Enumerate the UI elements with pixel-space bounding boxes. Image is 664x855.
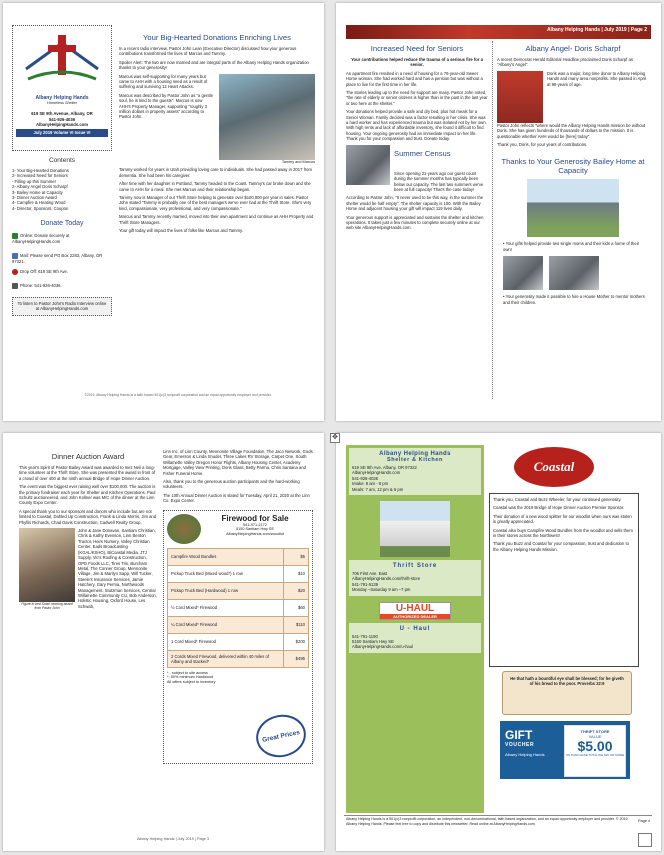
issue: July 2019 Volume VI Issue VI — [16, 129, 108, 136]
table-row — [168, 548, 309, 565]
voucher-value-label: VALUE — [588, 734, 602, 739]
page4-footer: Albany Helping Hands is a 501(c)3 nonprofit corporation, an independent, non-denominational, faith based organization, and an equal opportunity employer and provider. © 2019 Albany Helping Hands. Please feel free to copy and distribute this newsletter. Read online at AlbanyHelpingHands.com — [346, 817, 628, 826]
doris-paragraph: A recent Democrat Herald Editorial Headline proclaimed Doris Scharpf as "Albany's Angel". — [497, 57, 633, 68]
bailey-bullet: • Your gifts helped provide two single moms and their kids a home of their own! — [503, 241, 640, 252]
photo-caption: Tammy and Marcus — [281, 159, 315, 164]
price-cell: $20 — [284, 582, 309, 599]
right-column — [497, 41, 649, 308]
item-cell: ½ Cord Mixed* Firewood — [168, 599, 284, 616]
firewood-note: *- 50% minimum Hardwood — [167, 675, 214, 680]
sponsors-continued: Linn Inc. of Linn County, Mennonite Village Foundation, The Jaco Network, Gods Gear, Emerson & Linda Snuder, Three Lakes RV Storage, Carpet One, South Willamette Valley Oregon Honor Flights, Albany Housing Center, Academy Mortgage, Valley View Printing, Doris Glass, Betty Parma, Chris Santana and Fisher Funeral Home. — [163, 449, 313, 476]
column-divider — [492, 41, 493, 399]
thrift-name: Thrift Store — [392, 563, 438, 570]
article-paragraph: In a recent radio interview, Pastor John Lean (Executive Director) discussed how your generous contributions transformed the lives of Marcus and Tammy. — [119, 46, 297, 57]
great-prices-badge — [252, 710, 310, 761]
auction-title: Dinner Auction Award — [51, 452, 125, 461]
coastal-logo — [514, 447, 594, 487]
voucher-label: VOUCHER — [505, 742, 535, 748]
shelter-web[interactable]: AlbanyHelpingHands.com — [352, 470, 401, 476]
seniors-lead: Your contributions helped reduce the trauma of a serious fire for a senior. — [351, 57, 483, 68]
firewood-ad — [163, 510, 313, 764]
footer-rule — [344, 815, 652, 816]
article-paragraph: Tammy now is Manager of our Thrift Store helping to generate over $100,000 per year in sales. Pastor John stated "Tammy is probably one of the best managers we've ever had at the Thrift Store. She's very kind, compassionate, very professional, and very compassionate." — [119, 195, 312, 211]
doris-paragraph: Doris was a major, long time donor to Albany Helping Hands and many area nonprofits. She passed in April at 98-years of age. — [547, 70, 646, 87]
shelter-intake: Intake: 8 am - 8 pm — [352, 481, 389, 487]
uhaul-name: U - Haul — [399, 625, 431, 632]
thrift-hours: Monday –Saturday 9 am –7 pm — [352, 587, 411, 593]
woodlot-logo-icon — [167, 514, 201, 544]
article-paragraph: Your gift today will impact the lives of folks like Marcus and Tammy. — [119, 228, 243, 234]
logo-box — [12, 25, 112, 151]
page2-header-text: Albany Helping Hands | July 2019 | Page 2 — [546, 27, 647, 33]
thrift-address: 705 First Ave. East — [352, 571, 388, 577]
table-row — [168, 565, 309, 582]
donate-dropoff: Drop Off: 619 SE 9th Ave. — [20, 269, 69, 275]
item-cell: Pickup Truck Bed (Hardwood) 1 row — [168, 582, 284, 599]
firewood-address: 5150 Santiam Hwy SE — [236, 527, 274, 532]
donate-title: Donate Today — [40, 220, 84, 228]
radio-interview-note[interactable]: To listen to Pastor John's Radio Interview online at AlbanyHelpingHands.com — [12, 297, 112, 316]
price-cell: $495 — [284, 650, 309, 667]
article-paragraph: After time with her daughter in Portland, Tammy headed to the Coast. Tammy's car broke down and she came to AHH for a meal. She met Marcus and their relationship began. — [119, 181, 311, 192]
tammy-marcus-photo — [219, 74, 315, 160]
auction-paragraph: The event was the biggest ever raising well over $100,000. The auction is the primary fundraiser each year for Shelter and Kitchen Operations. Paul Schultz auctioneered, and John Kollner was M/C of the dinner at the Linn County Expo Center. — [19, 484, 156, 506]
firewood-note: * - subject to site access — [167, 670, 208, 675]
proverb-text: He that hath a bountiful eye shall be blessed; for he giveth of his bread to the poor. Proverbs 22:9 — [510, 676, 624, 687]
firewood-price-table — [167, 548, 309, 668]
shelter-meals: Meals: 7 am, 12 pm & 5 pm — [352, 486, 404, 492]
uhaul-phone: 541-791-1190 — [352, 633, 378, 639]
item-cell: 1 Cord Mixed* Firewood — [168, 633, 284, 650]
contents-item: - Filling up this Summer — [12, 178, 56, 184]
interior-photo — [549, 256, 599, 290]
doris-photo — [497, 71, 543, 123]
article-paragraph: Marcus was described by Pastor John as "a gentle soul, he is kind to the guests". Marcus is now AHH's Property Manager, supporting "roughly 3 million dollars in property assets" according to Pastor John. — [119, 92, 213, 120]
shelter-sub: Shelter & Kitchen — [386, 457, 444, 463]
bailey-title: Thanks to Your Generosity Bailey Home at Capacity — [501, 157, 645, 176]
contents-item: 2- Increased Need for Seniors — [12, 173, 68, 179]
donate-phone: Phone: 541-926-4036. — [20, 283, 62, 289]
uhaul-dealer: AUTHORIZED DEALER — [380, 614, 450, 619]
table-row — [168, 633, 309, 650]
contents-item: 3- Bailey Home at Capacity — [12, 189, 63, 195]
price-cell: $200 — [284, 633, 309, 650]
census-paragraph: Your generous support is appreciated and sustains the shelter and kitchen operations. It takes just a few minutes to complete securely online at our web site AlbanyHelpingHands.com. — [346, 214, 484, 231]
doris-paragraph: Pastor John reflects "where would the Albany Helping Hands mission be without Doris. She has given hundreds of thousands of dollars to the mission. It is questionable whether AHH would be [here] today". — [497, 122, 646, 139]
thanks-paragraph: Thank you, Coastal and Buzz Wheeler, for your continued generosity. — [493, 497, 622, 502]
logo-sub: Homeless Shelter — [47, 101, 77, 106]
bullet-text: Your gifts helped provide two single moms and their kids a home of their own! — [503, 241, 640, 252]
auction-column — [19, 449, 157, 613]
seniors-paragraph: Your donations helped provide a safe and dry bed, plus hot meals for a Senior Woman. Family decided was a factor resulting in her crisis. She was a hard worker and has experienced trauma but was isolated not by her own. With high rents and lack of affordable inventory, she found it difficult to find housing. Your ongoing generosity had an immediate impact on her life. Thank you for your compassion and trust. Donate today. — [346, 109, 487, 142]
thanks-paragraph: Coastal also buys Campfire Wood Bundles from the woodlot and sells them in their stores across the Northwest! — [493, 527, 633, 539]
contents-item: 1- Your Big-Hearted Donations — [12, 168, 69, 173]
address: 619 SE 9th Avenue, Albany, OR — [31, 111, 93, 117]
shelter-phone: 541-926-4036 — [352, 475, 379, 481]
price-cell: $60 — [284, 599, 309, 616]
thrift-phone: 541-791-5139 — [352, 581, 379, 587]
sponsors-list: John & Jane Donavan, Santiam Christian, Chris & Kathy Evenson, Linn Benton Tractor, Heirs Nursery, Valley Christian Center, Eads Broadcasting (KGAL/KSHO), BiCoastal Media, JTJ Supply, Vic's Roofing & Construction, OPD Foods LLC, Tires Tris, Burcham Metal, The Conner Group, Mennonite Village, Jim & Marilyn Sapp, Will Tucker, Steele's Insurance Services, Jamie Hatchery, Gary Perma, Northwoods Management, Stutzman Services, Central Willamette Community CU, Bob Anderson, Holistic Housing, Oxford House, Les Schwab, — [78, 528, 157, 609]
seniors-paragraph: An apartment fire resulted in a need of housing for a 76-year-old Sweet Home woman. She had worked hard and has a pension but was without a place to live for the first time in her life. — [346, 70, 483, 87]
article-paragraph: Marcus was self-supporting for many years but came to AHH with a housing need as a result of suffering and surviving 12 Heart Attacks. — [119, 73, 208, 90]
thanks-paragraph: Coastal was the 2019 Bridge of Hope Dinner Auction Premier Sponsor. — [493, 505, 625, 511]
firewood-phone: 541-971-2172 — [243, 522, 267, 527]
main-article — [119, 25, 315, 370]
uhaul-address: 5150 Santiam Hwy SE — [352, 639, 394, 645]
bailey-bullet: • Your generosity made it possible to hire a House Mother to mentor mothers and their children. — [503, 294, 645, 305]
article-paragraph: Spoiler Alert: The two are now married and are integral parts of the Albany Helping Hands organization thanks to your generosity! — [119, 59, 309, 71]
page-number: Page 4 — [637, 819, 650, 823]
cross-logo-icon — [16, 29, 108, 91]
doris-paragraph: Thank you, Doris, for your years of contributions. — [497, 142, 588, 148]
article-paragraph: Tammy worked for years in Utah providing loving care to individuals. She had passed away in 2017 from dementia. She had been his caregiver. — [119, 167, 312, 178]
contents-item: 2- Albany Angel Doris Scharpf — [12, 184, 68, 190]
interior-photo — [503, 256, 543, 290]
bullet-text: Your generosity made it possible to hire a House Mother to mentor mothers and their children. — [503, 294, 645, 305]
sidebar — [12, 25, 112, 380]
auction-paragraph: This year's Spirit of Pastor Bailey Award was awarded to Inez Neil a long-time volunteer at the Thrift Store. She was presented the award in front of a crowd of over 400 at the ninth annual Bridge of Hope Dinner Auction. — [19, 465, 156, 481]
map-pin-icon — [12, 269, 18, 275]
article-title: Your Big-Hearted Donations Enriching Lives — [143, 33, 291, 42]
census-paragraph: According to Pastor John, "It never used to be this way, in the summer the shelter would be half empty". The shelter capacity is 100. With the Bailey Home and adjacent housing your gift will impact 119 lives daily. — [346, 195, 484, 212]
award-photo — [19, 528, 75, 602]
bailey-home-photo — [527, 179, 619, 237]
uhaul-web[interactable]: AlbanyHelpingHands.com/u-haul — [352, 644, 413, 650]
contents-item: 3- Dinner Auction Award — [12, 195, 57, 201]
donate-online: Online: Donate securely at AlbanyHelpingHands.com — [12, 233, 70, 245]
services-panel — [346, 445, 484, 813]
table-row — [168, 616, 309, 633]
price-cell: $110 — [284, 616, 309, 633]
logo-name: Albany Helping Hands — [35, 95, 89, 101]
phone: 541-926-4036 — [48, 116, 76, 122]
item-cell: Campfire Wood Bundles — [168, 548, 284, 565]
seniors-title: Increased Need for Seniors — [370, 44, 464, 53]
uhaul-logo-text: U-HAUL — [395, 602, 435, 614]
item-cell: Pickup Truck Bed (Mixed wood*) 1 row — [168, 565, 284, 582]
phone-icon — [12, 283, 18, 289]
page-4 — [332, 433, 661, 851]
page-3 — [3, 433, 324, 851]
auction-col2 — [163, 449, 313, 764]
thanks-paragraph: Their donation of a new wood splitter for our woodlot when ours was stolen is greatly appreciated. — [493, 513, 632, 525]
thanks-paragraph: Thank you Buzz and Coastal for your compassion, trust and dedication to the Albany Helping Hands Mission. — [493, 541, 629, 552]
table-row — [168, 650, 309, 667]
coastal-logo-text: Coastal — [533, 459, 575, 474]
table-row — [168, 599, 309, 616]
contents-title: Contents — [48, 157, 76, 164]
resize-handle[interactable] — [638, 833, 652, 847]
census-paragraph: Since opening 21-years ago our guest count during the summer months has typically been below our capacity. The last two summers we've been at full capacity! That's the case today! — [394, 170, 484, 192]
proverb-scroll — [502, 671, 632, 715]
price-cell: $10 — [284, 565, 309, 582]
page1-footer: ©2019. Albany Helping Hands is a faith based 501(c)3 nonprofit corporation and an equal opportunity employer and provider. — [84, 393, 272, 397]
website: AlbanyHelpingHands.com — [36, 122, 88, 128]
thrift-store-photo — [380, 501, 450, 557]
item-cell: 2 Cords Mixed Firewood, delivered within 40 miles of Albany and stacked* — [168, 650, 284, 667]
census-title: Summer Census — [394, 148, 451, 158]
price-cell: $5 — [284, 548, 309, 565]
next-auction: The 10th Annual Dinner Auction is slated for Tuesday, April 21, 2020 at the Linn Co. Expo Center. — [163, 492, 310, 504]
award-caption: Figure in bed Small morning award from Pastor John — [21, 602, 73, 611]
voucher-org: Albany Helping Hands — [505, 752, 545, 757]
left-column — [346, 41, 488, 234]
page-2 — [336, 3, 661, 421]
voucher-store: THRIFT STORE — [580, 729, 610, 734]
contents-item: 4- Campfire & Heating Wood — [12, 200, 66, 206]
fire-photo — [346, 145, 390, 185]
thrift-web[interactable]: AlbanyHelpingHands.com/thrift-store — [352, 576, 421, 582]
firewood-web[interactable]: AlbanyHelpingHands.com/woodlot — [226, 532, 284, 537]
page3-footer: Albany Helping Hands | July 2019 | Page 3 — [136, 837, 210, 841]
shelter-address: 619 SE 9th Ave, Albany, OR 97322 — [352, 465, 417, 470]
item-cell: ¼ Cord Mixed* Firewood — [168, 616, 284, 633]
article-paragraph: Marcus and Tammy recently married, moved into their own apartment and continue as AHH Property and Thrift Store Managers. — [119, 214, 314, 225]
coastal-thanks-box — [489, 493, 639, 667]
page-1 — [3, 3, 324, 421]
shelter-name: Albany Helping Hands — [379, 451, 451, 457]
voucher-terms: ON PURCHASE TOTALING $20 OR MORE — [565, 753, 625, 757]
gift-voucher — [500, 721, 630, 779]
move-handle-icon[interactable]: ✥ — [330, 433, 340, 443]
donate-mail: Mail: Please send PO Box 2283, Albany, OR 97321. — [12, 252, 103, 264]
firewood-note: All offers subject to inventory — [167, 680, 216, 685]
badge-text: Great Prices — [261, 728, 301, 744]
auction-paragraph: A special thank you to our sponsors and donors who include but are not limited to Coastal, Dahled Up Construction, Frank & Linda Morris, Jim and Phyllis Richards, Chad Davis Construction, Cadwell Realty Group, — [19, 508, 157, 525]
table-row — [168, 582, 309, 599]
thank-you-note: Also, thank you to the generous auction participants and the hard-working volunteers. — [163, 479, 300, 490]
voucher-value: $5.00 — [577, 738, 613, 754]
firewood-title: Firewood for Sale — [221, 513, 289, 523]
uhaul-logo — [379, 602, 451, 620]
voucher-gift: GIFT — [505, 728, 533, 742]
seniors-paragraph: The stories leading up to the need for support are many. Pastor John noted, "the rate of elderly or senior citizens is higher than in the past in the last year or two here at the shelter." — [346, 90, 488, 106]
contents-item: 4- Director, Sponsors, Coupon — [12, 205, 69, 211]
page2-header — [346, 25, 651, 39]
contents-list — [12, 168, 112, 211]
doris-title: Albany Angel- Doris Scharpf — [525, 44, 621, 53]
